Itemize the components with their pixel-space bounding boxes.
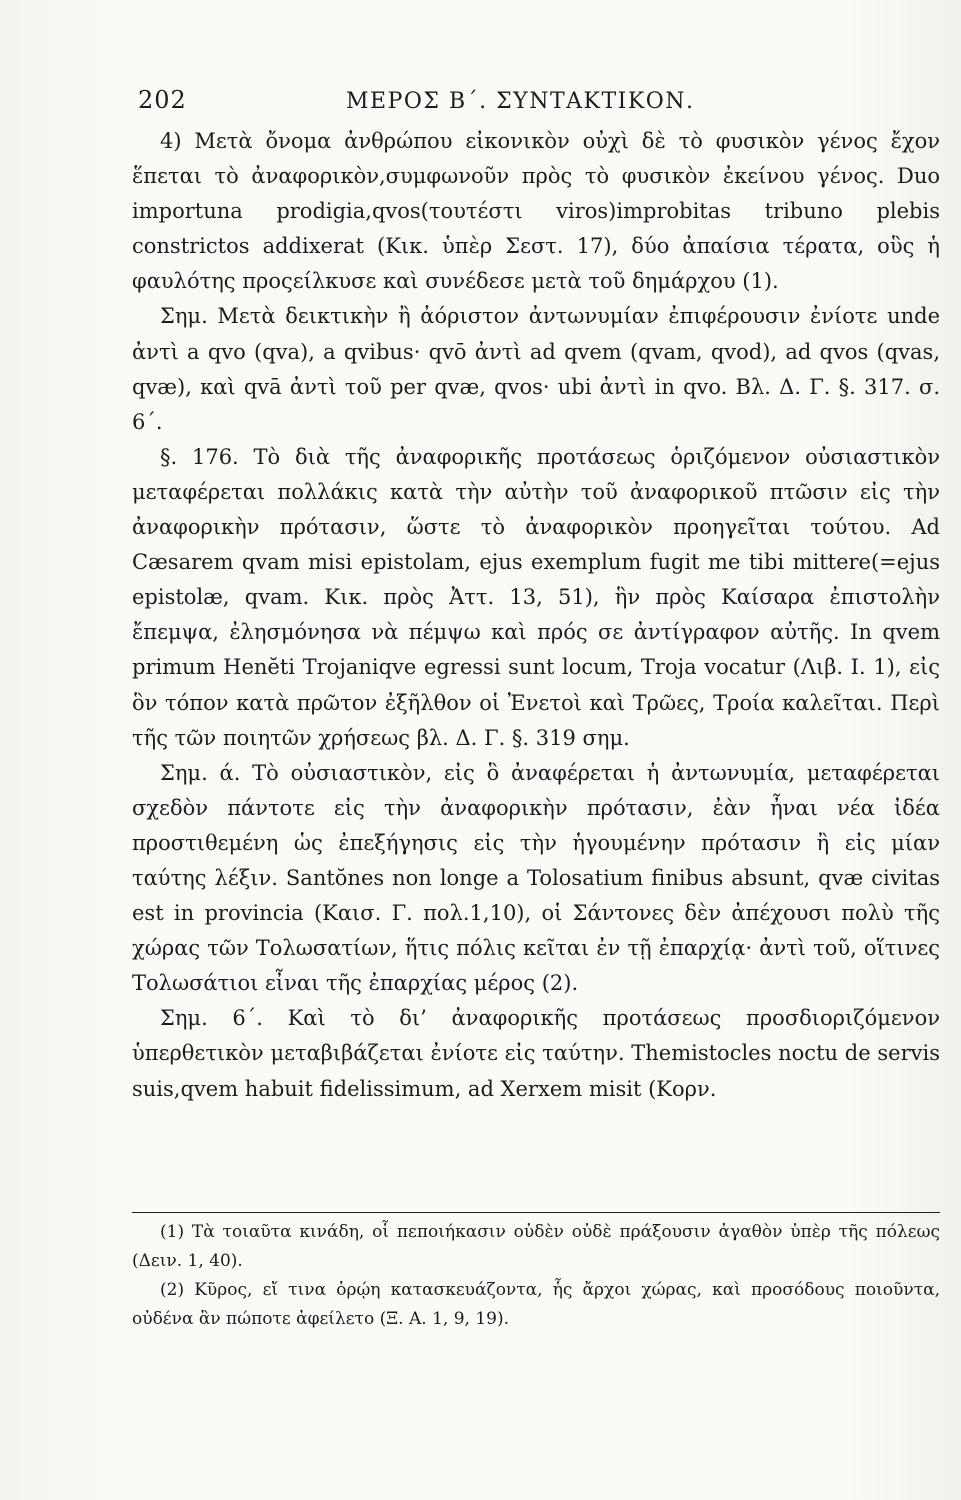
- paragraph-note-b: Σημ. 6΄. Καὶ τὸ δι’ ἀναφορικῆς προτάσεως προσδιοριζόμενον ὑπερθετικὸν μεταβιβάζεται ἐνίοτε εἰς ταύτην. Themistocles noctu de servis suis,qvem habuit fidelissimum, ad Xerxem misit (Κορν.: [132, 1006, 940, 1101]
- footnote-rule: [132, 1212, 940, 1213]
- paragraph-item-4: 4) Μετὰ ὄνομα ἀνθρώπου εἰκονικὸν οὐχὶ δὲ τὸ φυσικὸν γένος ἔχον ἕπεται τὸ ἀναφορικὸν,συμφωνοῦν πρὸς τὸ φυσικὸν ἐκείνου γένος. Duo importuna prodigia,qvos(τουτέστι viros)improbitas tribuno plebis constrictos addixerat (Κικ. ὑπὲρ Σεστ. 17), δύο ἀπαίσια τέρατα, οὓς ἡ φαυλότης προςείλκυσε καὶ συνέδεσε μετὰ τοῦ δημάρχου (1).: [132, 129, 940, 294]
- paragraph-section-176: §. 176. Τὸ διὰ τῆς ἀναφορικῆς προτάσεως ὁριζόμενον οὐσιαστικὸν μεταφέρεται πολλάκις κατὰ τὴν αὐτὴν τοῦ ἀναφορικοῦ πτῶσιν εἰς τὴν ἀναφορικὴν πρότασιν, ὥστε τὸ ἀναφορικὸν προηγεῖται τούτου. Ad Cæsarem qvam misi epistolam, ejus exemplum fugit me tibi mittere(=ejus epistolæ, qvam. Κικ. πρὸς Ἀττ. 13, 51), ἣν πρὸς Καίσαρα ἐπιστολὴν ἔπεμψα, ἐλησμόνησα νὰ πέμψω καὶ πρός σε ἀντίγραφον αὐτῆς. In qvem primum Henĕti Trojaniqve egressi sunt locum, Troja vocatur (Λιβ. I. 1), εἰς ὃν τόπον κατὰ πρῶτον ἐξῆλθον οἱ Ἐνετοὶ καὶ Τρῶες, Τροία καλεῖται. Περὶ τῆς τῶν ποιητῶν χρήσεως βλ. Δ. Γ. §. 319 σημ.: [132, 444, 940, 750]
- page-number: 202: [138, 86, 187, 114]
- footnotes: [132, 1218, 940, 1334]
- running-head: [138, 80, 943, 120]
- paragraph-note-relative-adverbs: Σημ. Μετὰ δεικτικὴν ἢ ἀόριστον ἀντωνυμίαν ἐπιφέρουσιν ἐνίοτε unde ἀντὶ a qvo (qva), a qvibus· qvō ἀντὶ ad qvem (qvam, qvod), ad qvos (qvas, qvæ), καὶ qvā ἀντὶ τοῦ per qvæ, qvos· ubi ἀντὶ in qvo. Βλ. Δ. Γ. §. 317. σ. 6΄.: [132, 304, 940, 434]
- footnote-2: (2) Κῦρος, εἴ τινα ὁρῴη κατασκευάζοντα, ἧς ἄρχοι χώρας, καὶ προσόδους ποιοῦντα, οὐδένα ἂν πώποτε ἀφείλετο (Ξ. Α. 1, 9, 19).: [132, 1280, 940, 1329]
- footnote-1: (1) Τὰ τοιαῦτα κινάδη, οἷ πεποιήκασιν οὐδὲν οὐδὲ πράξουσιν ἀγαθὸν ὑπὲρ τῆς πόλεως (Δειν. 1, 40).: [132, 1222, 940, 1271]
- header-title: ΜΕΡΟΣ Β΄. ΣΥΝΤΑΚΤΙΚΟΝ.: [346, 89, 695, 114]
- body-text: [132, 124, 940, 1107]
- paragraph-note-a: Σημ. ά. Τὸ οὐσιαστικὸν, εἰς ὃ ἀναφέρεται ἡ ἀντωνυμία, μεταφέρεται σχεδὸν πάντοτε εἰς τὴν ἀναφορικὴν πρότασιν, ἐὰν ἦναι νέα ἰδέα προστιθεμένη ὡς ἐπεξήγησις εἰς τὴν ἡγουμένην πρότασιν ἢ εἰς μίαν ταύτης λέξιν. Santŏnes non longe a Tolosatium finibus absunt, qvæ civitas est in provincia (Καισ. Γ. πολ.1,10), οἱ Σάντονες δὲν ἀπέχουσι πολὺ τῆς χώρας τῶν Τολωσατίων, ἥτις πόλις κεῖται ἐν τῇ ἐπαρχίᾳ· ἀντὶ τοῦ, οἵτινες Τολωσάτιοι εἶναι τῆς ἐπαρχίας μέρος (2).: [132, 760, 940, 996]
